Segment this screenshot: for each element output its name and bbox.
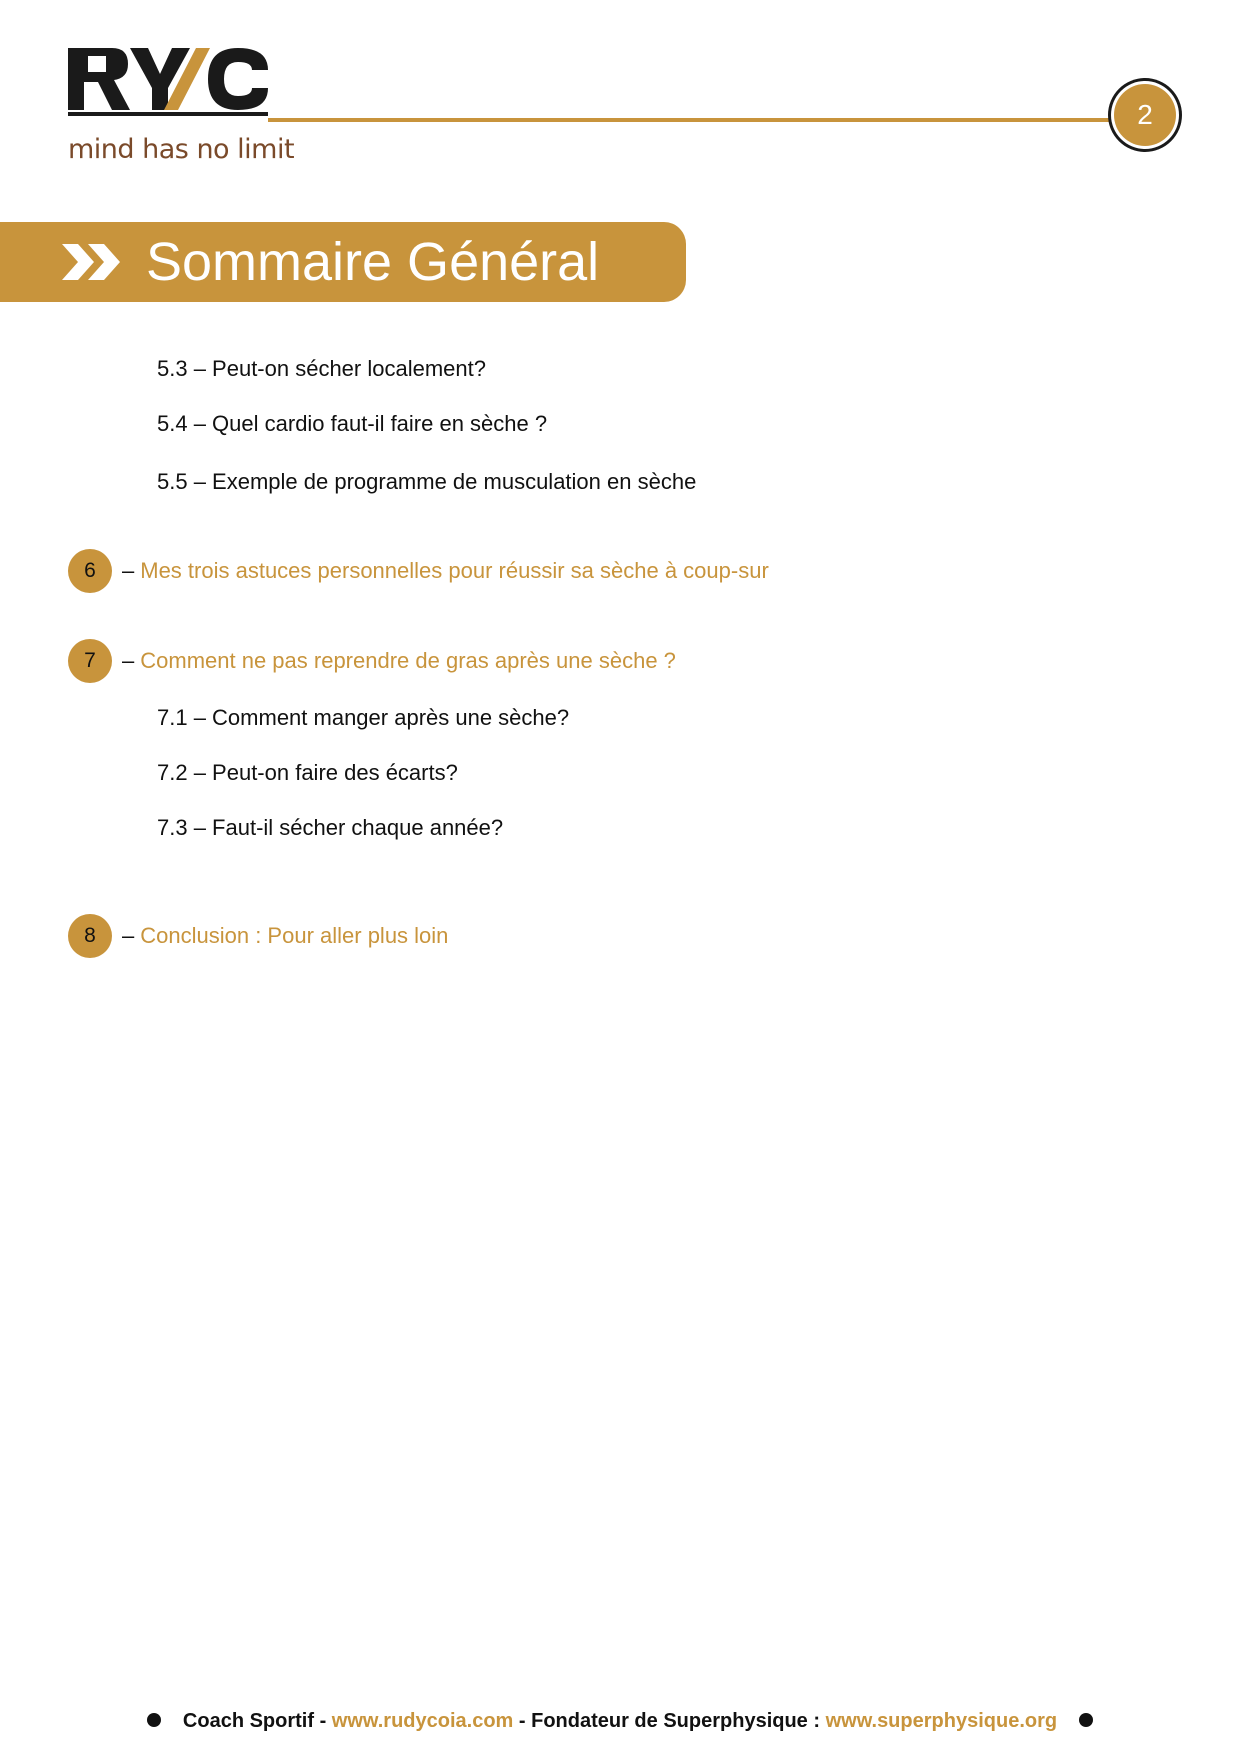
section-dash: – — [122, 923, 135, 948]
section-title: Conclusion : Pour aller plus loin — [140, 923, 449, 948]
section-number-badge: 8 — [68, 914, 112, 958]
section-banner — [0, 222, 686, 302]
toc-section-8 — [68, 914, 448, 958]
toc-item-5-4: 5.4 – Quel cardio faut-il faire en sèche ? — [157, 411, 548, 436]
ryc-logo-mark — [68, 48, 268, 128]
footer-link-superphysique[interactable]: www.superphysique.org — [825, 1710, 1058, 1732]
section-number-badge: 7 — [68, 639, 112, 683]
footer-coach-text: Coach Sportif - — [182, 1710, 332, 1732]
toc-item-5-3: 5.3 – Peut-on sécher localement? — [157, 356, 486, 381]
section-dash: – — [122, 558, 135, 583]
bullet-icon — [1079, 1713, 1093, 1727]
toc-item-7-2: 7.2 – Peut-on faire des écarts? — [157, 760, 458, 785]
header-rule — [268, 118, 1118, 122]
logo-tagline: mind has no limit — [68, 134, 295, 165]
section-number-badge: 6 — [68, 549, 112, 593]
section-title: Mes trois astuces personnelles pour réussir sa sèche à coup-sur — [140, 558, 769, 583]
toc-section-6 — [68, 549, 769, 593]
section-dash: – — [122, 648, 135, 673]
footer-founder-text: - Fondateur de Superphysique : — [513, 1710, 826, 1732]
toc-item-7-1: 7.1 – Comment manger après une sèche? — [157, 705, 570, 730]
footer-link-rudycoia[interactable]: www.rudycoia.com — [331, 1710, 514, 1732]
section-title: Comment ne pas reprendre de gras après une sèche ? — [140, 648, 676, 673]
toc-section-7 — [68, 639, 676, 683]
double-chevron-icon — [60, 240, 124, 284]
page-number-badge: 2 — [1114, 84, 1176, 146]
footer — [0, 1710, 1240, 1733]
toc-item-5-5: 5.5 – Exemple de programme de musculation en sèche — [157, 469, 697, 494]
toc-item-7-3: 7.3 – Faut-il sécher chaque année? — [157, 815, 504, 840]
page-title: Sommaire Général — [146, 232, 600, 292]
bullet-icon — [147, 1713, 161, 1727]
